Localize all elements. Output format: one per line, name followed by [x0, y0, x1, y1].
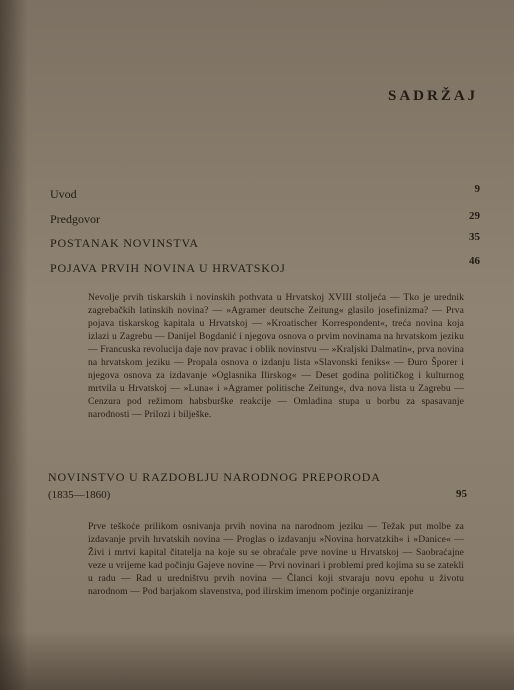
toc-entry-label: Predgovor [50, 212, 100, 226]
chapter-summary-paragraph: Prve teškoće prilikom osnivanja prvih novina na narodnom jeziku — Težak put molbe za izdavanje prvih hrvatskih novina — Proglas o izdavanju »Novina horvatzkih« i »Danice« — Živi i mrtvi kapital čitatelja na koje su se obraćale prve novine u Hrvatskoj — Saobraćajne veze u vrijeme kad počinju Gajeve novine — Prvi novinari i problemi pred kojima su se zatekli u radu — Rad u uredništvu prvih novina — Članci koji stvaraju novu epohu u životu narodnom — Pod barjakom slavenstva, pod ilirskim imenom počinje organiziranje [88, 521, 464, 597]
toc-entry-page: 9 [474, 183, 480, 195]
toc-entry-label: POSTANAK NOVINSTVA [50, 236, 199, 250]
toc-entry-page: 29 [469, 210, 480, 222]
section-subtitle: (1835—1860) [48, 489, 111, 501]
toc-entry-page: 46 [469, 255, 480, 267]
chapter-summary-paragraph: Nevolje prvih tiskarskih i novinskih pothvata u Hrvatskoj XVIII stoljeća — Tko je urednik zagrebačkih latinskih novina? — »Agramer deutsche Zeitung« glasilo josefinizma? — Prva pojava tiskarskog kapitala u Hrvatskoj — »Kroatischer Korrespondent«, treća novina koja izlazi u Zagrebu — Danijel Bogdanić i njegova osnova o prvim novinama na hrvatskom jeziku — Francuska revolucija daje nov pravac i oblik novinstvu — »Kraljski Dalmatin«, prva novina na hrvatskom jeziku — Propala osnova o izdanju lista »Slavonski feniks« — Đuro Šporer i njegova osnova za izdavanje »Oglasnika Ilirskog« — Deset godina političkog i kulturnog mrtvila u Hrvatskoj — »Luna« i »Agramer politische Zeitung«, dva nova lista u Zagrebu — Cenzura pod režimom habsburške reakcije — Omladina stupa u borbu za spasavanje narodnosti — Prilozi i bilješke. [88, 292, 464, 420]
toc-entry-page: 35 [469, 231, 480, 243]
page-shadow-left [0, 0, 28, 690]
toc-entry-label: POJAVA PRVIH NOVINA U HRVATSKOJ [50, 261, 286, 275]
page-shadow-bottom [0, 630, 514, 690]
toc-entry-label: Uvod [50, 187, 77, 201]
section-title: NOVINSTVO U RAZDOBLJU NARODNOG PREPORODA [48, 470, 381, 484]
section-page-number: 95 [456, 488, 467, 500]
contents-heading: SADRŽAJ [388, 88, 479, 104]
